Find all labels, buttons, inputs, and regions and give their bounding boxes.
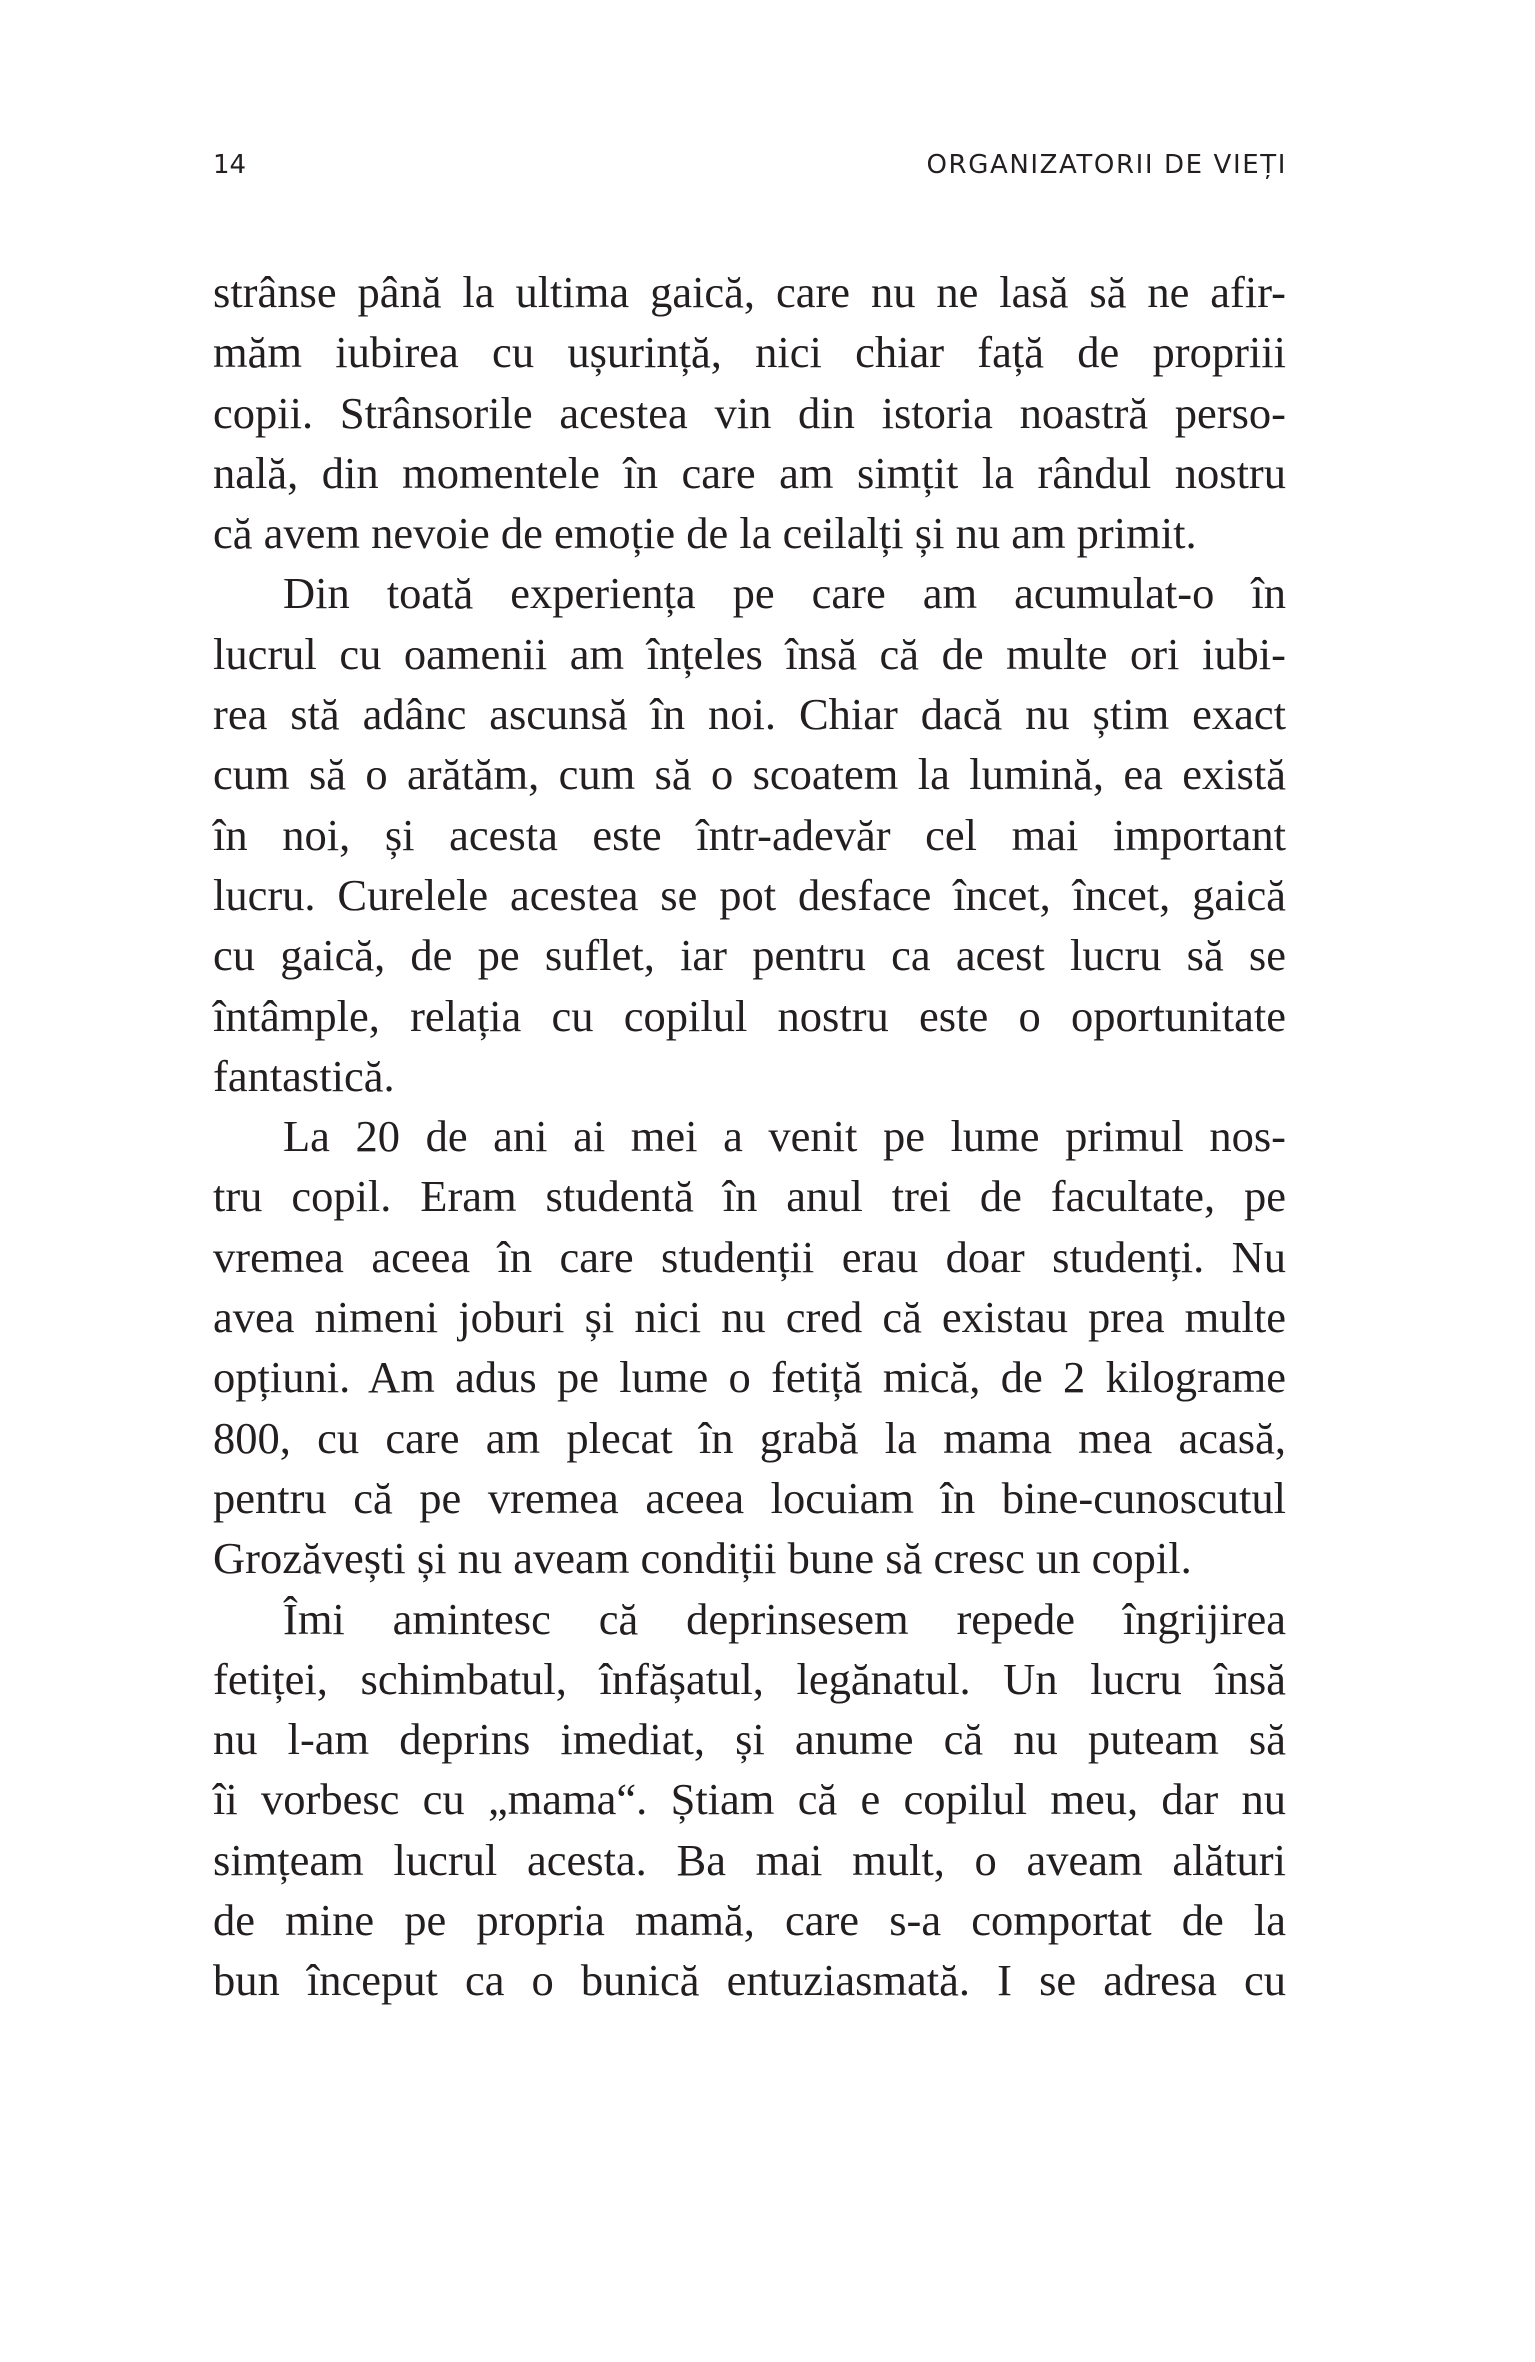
text-line: pentru că pe vremea aceea locuiam în bine-cunoscutul: [213, 1472, 1286, 1523]
text-line: cu gaică, de pe suflet, iar pentru ca acest lucru să se: [213, 930, 1286, 981]
text-line: de mine pe propria mamă, care s-a comportat de la: [213, 1895, 1286, 1946]
text-line: Îmi amintesc că deprinsesem repede îngrijirea: [283, 1593, 1286, 1644]
text-line: vremea aceea în care studenții erau doar studenți. Nu: [213, 1231, 1286, 1282]
paragraph: [213, 1106, 1286, 1588]
book-title: ORGANIZATORII DE VIEȚI: [926, 150, 1287, 180]
text-line: nală, din momentele în care am simțit la rândul nostru: [213, 447, 1286, 498]
text-line: în noi, și acesta este într-adevăr cel mai important: [213, 809, 1286, 860]
text-line: fantastică.: [213, 1050, 395, 1101]
text-line: bun început ca o bunică entuziasmată. I se adresa cu: [213, 1955, 1286, 2006]
text-line: avea nimeni joburi și nici nu cred că existau prea multe: [213, 1292, 1286, 1343]
text-line: 800, cu care am plecat în grabă la mama mea acasă,: [213, 1412, 1286, 1463]
text-line: nu l-am deprins imediat, și anume că nu puteam să: [213, 1714, 1286, 1765]
text-line: rea stă adânc ascunsă în noi. Chiar dacă nu știm exact: [213, 689, 1286, 740]
text-line: lucru. Curelele acestea se pot desface încet, încet, gaică: [213, 869, 1286, 920]
text-line: cum să o arătăm, cum să o scoatem la lumină, ea există: [213, 749, 1286, 800]
paragraph: [213, 262, 1286, 563]
paragraph: [213, 1589, 1286, 2011]
running-head: [213, 150, 1287, 182]
text-line: copii. Strânsorile acestea vin din istoria noastră perso-: [213, 387, 1286, 438]
text-line: lucrul cu oamenii am înțeles însă că de multe ori iubi-: [213, 628, 1286, 679]
text-line: întâmple, relația cu copilul nostru este o oportunitate: [213, 990, 1286, 1041]
page-number: 14: [213, 150, 247, 180]
text-line: Grozăvești și nu aveam condiții bune să cresc un copil.: [213, 1533, 1192, 1584]
text-line: simțeam lucrul acesta. Ba mai mult, o aveam alături: [213, 1834, 1286, 1885]
text-line: tru copil. Eram studentă în anul trei de facultate, pe: [213, 1171, 1286, 1222]
text-line: strânse până la ultima gaică, care nu ne lasă să ne afir-: [213, 267, 1286, 317]
paragraph: [213, 563, 1286, 1106]
text-line: îi vorbesc cu „mama“. Știam că e copilul meu, dar nu: [213, 1774, 1286, 1825]
text-line: fetiței, schimbatul, înfășatul, legănatul. Un lucru însă: [213, 1653, 1286, 1704]
text-line: La 20 de ani ai mei a venit pe lume primul nos-: [283, 1111, 1286, 1162]
body-text: [213, 262, 1286, 2011]
text-line: Din toată experiența pe care am acumulat-o în: [283, 568, 1286, 619]
text-line: opțiuni. Am adus pe lume o fetiță mică, de 2 kilograme: [213, 1352, 1286, 1403]
text-line: măm iubirea cu ușurință, nici chiar față de propriii: [213, 327, 1286, 378]
text-line: că avem nevoie de emoție de la ceilalți și nu am primit.: [213, 508, 1197, 559]
